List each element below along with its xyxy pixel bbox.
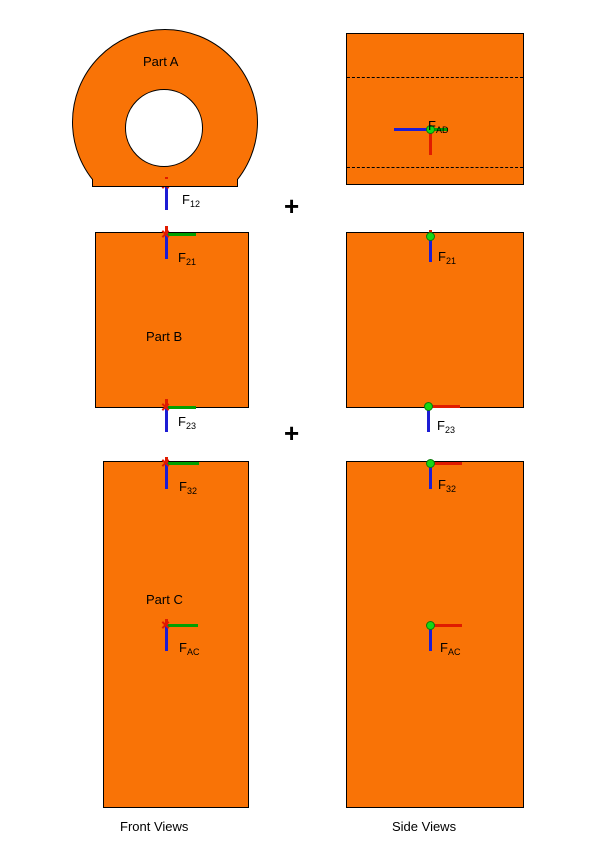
origin-marker bbox=[161, 229, 170, 238]
part-c-front-shape bbox=[103, 461, 249, 808]
label-f-12-front: $F_{12}$ bbox=[182, 192, 200, 209]
origin-marker bbox=[426, 459, 435, 468]
label-f-23-side: $F_{23}$ bbox=[437, 418, 455, 435]
label-f-ac-side: $F_{AC}$ bbox=[440, 640, 461, 657]
origin-marker bbox=[426, 232, 435, 241]
x-axis-green bbox=[166, 406, 196, 409]
origin-marker bbox=[161, 620, 170, 629]
x-axis-green bbox=[166, 624, 198, 627]
operator-plus-2: + bbox=[284, 418, 300, 448]
label-f-ac-front: $F_{AC}$ bbox=[179, 640, 200, 657]
part-b-front-shape bbox=[95, 232, 249, 408]
part-a-bore bbox=[125, 89, 203, 167]
origin-marker bbox=[161, 402, 170, 411]
part-a-label: Part A bbox=[143, 54, 179, 69]
label-f-21-side: $F_{21}$ bbox=[438, 249, 456, 266]
part-a-front-shape bbox=[72, 29, 258, 187]
part-a-side-shape bbox=[346, 33, 524, 185]
label-f-21-front: $F_{21}$ bbox=[178, 250, 196, 267]
origin-marker bbox=[161, 458, 170, 467]
label-f-23-front: $F_{23}$ bbox=[178, 414, 196, 431]
caption-side-views: Side Views bbox=[392, 819, 457, 834]
part-b-side-shape bbox=[346, 232, 524, 408]
origin-marker bbox=[426, 621, 435, 630]
part-c-side-shape bbox=[346, 461, 524, 808]
part-b-label: Part B bbox=[146, 329, 183, 344]
part-a-side-dashline-bottom bbox=[347, 167, 523, 168]
part-a-base bbox=[92, 179, 238, 187]
label-f-32-front: $F_{32}$ bbox=[179, 479, 197, 496]
part-c-label: Part C bbox=[146, 592, 183, 607]
y-axis-blue bbox=[394, 128, 430, 131]
x-axis-green bbox=[166, 233, 196, 236]
x-axis-green bbox=[166, 462, 199, 465]
caption-front-views: Front Views bbox=[120, 819, 189, 834]
operator-plus-1: + bbox=[284, 191, 300, 221]
label-f-ad-side: $F_{AD}$ bbox=[428, 118, 449, 135]
part-a-side-dashline-top bbox=[347, 77, 523, 78]
label-f-32-side: $F_{32}$ bbox=[438, 477, 456, 494]
origin-marker bbox=[424, 402, 433, 411]
